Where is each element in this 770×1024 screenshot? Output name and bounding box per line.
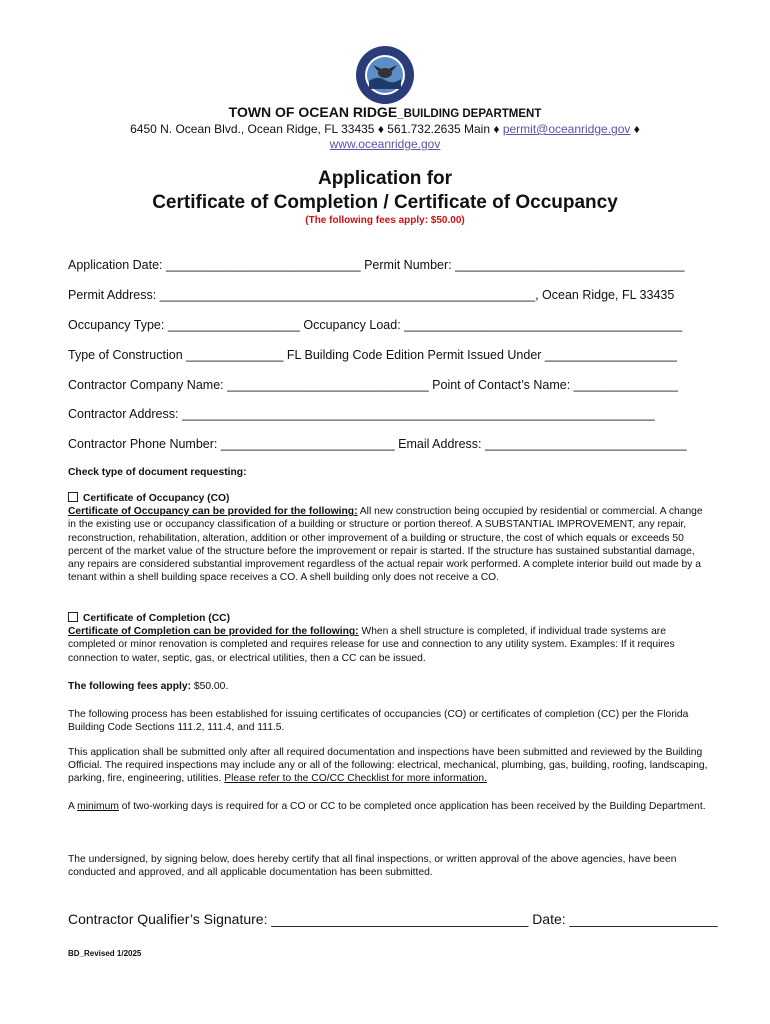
checklist-link[interactable]: Please refer to the CO/CC Checklist for more information. xyxy=(224,773,487,785)
cc-section xyxy=(68,612,708,665)
header-address xyxy=(0,122,770,136)
certify-paragraph: The undersigned, by signing below, does hereby certify that all final inspections, or written approval of the above agencies, have been conducted and approved, and all applicable documentation has been submitted. xyxy=(68,854,677,879)
check-type-heading: Check type of document requesting: xyxy=(68,467,247,478)
department-name: _BUILDING DEPARTMENT xyxy=(397,108,542,120)
cc-checkbox-label: Certificate of Completion (CC) xyxy=(83,613,231,624)
co-checkbox[interactable] xyxy=(68,492,78,502)
town-name: TOWN OF OCEAN RIDGE xyxy=(228,104,398,120)
submit-text: This application shall be submitted only after all required documentation and inspections have been submitted and reviewed by the Building Official. The required inspections may include any or all of the following: electrical, mechanical, plumbing, gas, building, roofing, landscaping, parking, fire, engineering, utilities. xyxy=(68,747,708,785)
minimum-paragraph xyxy=(68,800,708,813)
contractor-company-field[interactable]: Contractor Company Name: _____________________________ Point of Contact’s Name: _______________ xyxy=(68,378,678,392)
email-link[interactable]: permit@oceanridge.gov xyxy=(502,122,631,136)
website-link[interactable]: www.oceanridge.gov xyxy=(329,137,441,151)
minimum-rest: of two-working days is required for a CO or CC to be completed once application has been received by the Building Department. xyxy=(118,801,706,812)
fees-amount: $50.00. xyxy=(191,681,229,692)
contractor-phone-field[interactable]: Contractor Phone Number: _________________________ Email Address: _____________________________ xyxy=(68,437,687,451)
town-seal-logo xyxy=(355,45,415,105)
process-paragraph: The following process has been established for issuing certificates of occupancies (CO) or certificates of completion (CC) per the Florida Building Code Sections 111.2, 111.4, and 111.5. xyxy=(68,709,689,734)
minimum-word: minimum xyxy=(77,801,119,812)
address-line: 6450 N. Ocean Blvd., Ocean Ridge, FL 33435 ♦ 561.732.2635 Main ♦ xyxy=(130,122,503,136)
diamond-separator: ♦ xyxy=(630,122,640,136)
header-title xyxy=(0,104,770,120)
co-lead: Certificate of Occupancy can be provided for the following: xyxy=(68,506,358,518)
fees-line xyxy=(68,680,708,693)
cc-checkbox[interactable] xyxy=(68,612,78,622)
occupancy-field[interactable]: Occupancy Type: ___________________ Occupancy Load: ________________________________________ xyxy=(68,318,683,332)
contractor-address-field[interactable]: Contractor Address: ____________________________________________________________________ xyxy=(68,407,655,421)
co-checkbox-row[interactable] xyxy=(68,492,708,505)
fees-label: The following fees apply: xyxy=(68,681,191,692)
application-date-field[interactable]: Application Date: ____________________________ Permit Number: _________________________________ xyxy=(68,258,685,272)
cc-checkbox-row[interactable] xyxy=(68,612,708,625)
minimum-prefix: A xyxy=(68,801,78,812)
construction-type-field[interactable]: Type of Construction ______________ FL Building Code Edition Permit Issued Under ___________________ xyxy=(68,348,678,362)
co-body: All new construction being occupied by residential or commercial. A change in the existing use or occupancy classification of a building or structure or portion thereof. A SUBSTANTIAL IMPROVEMENT, any repair, reconstruction, rehabilitation, alteration, addition or other improvement of a building or structure, the cost of which equals or exceeds 50 percent of the market value of the structure before the improvement or repair is started. If the structure has sustained substantial damage, any repairs are considered substantial improvement regardless of the actual repair work performed. A complete interior build out made by a tenant within a shell building space receives a CO. A shell building only does not receive a CO. xyxy=(68,506,703,584)
fees-note: (The following fees apply: $50.00) xyxy=(305,215,465,226)
co-checkbox-label: Certificate of Occupancy (CO) xyxy=(83,493,230,504)
co-section xyxy=(68,492,708,584)
revision-label: BD_Revised 1/2025 xyxy=(68,949,142,958)
signature-line[interactable]: Contractor Qualifier’s Signature: _________________________________ Date: ___________________ xyxy=(68,911,718,927)
form-title-line2: Certificate of Completion / Certificate of Occupancy xyxy=(152,192,618,213)
cc-lead: Certificate of Completion can be provided for the following: xyxy=(68,626,359,638)
header-website xyxy=(0,137,770,151)
form-title-line1: Application for xyxy=(317,168,453,189)
permit-address-field[interactable]: Permit Address: ______________________________________________________, Ocean Ridge, FL 33435 xyxy=(68,288,675,302)
submit-paragraph xyxy=(68,746,708,786)
cc-body: When a shell structure is completed, if individual trade systems are completed or minor renovation is completed and requires release for use and connection to any utility system. Examples: If it requires connection to water, septic, gas, or electrical utilities, then a CC can be issued. xyxy=(68,626,675,664)
